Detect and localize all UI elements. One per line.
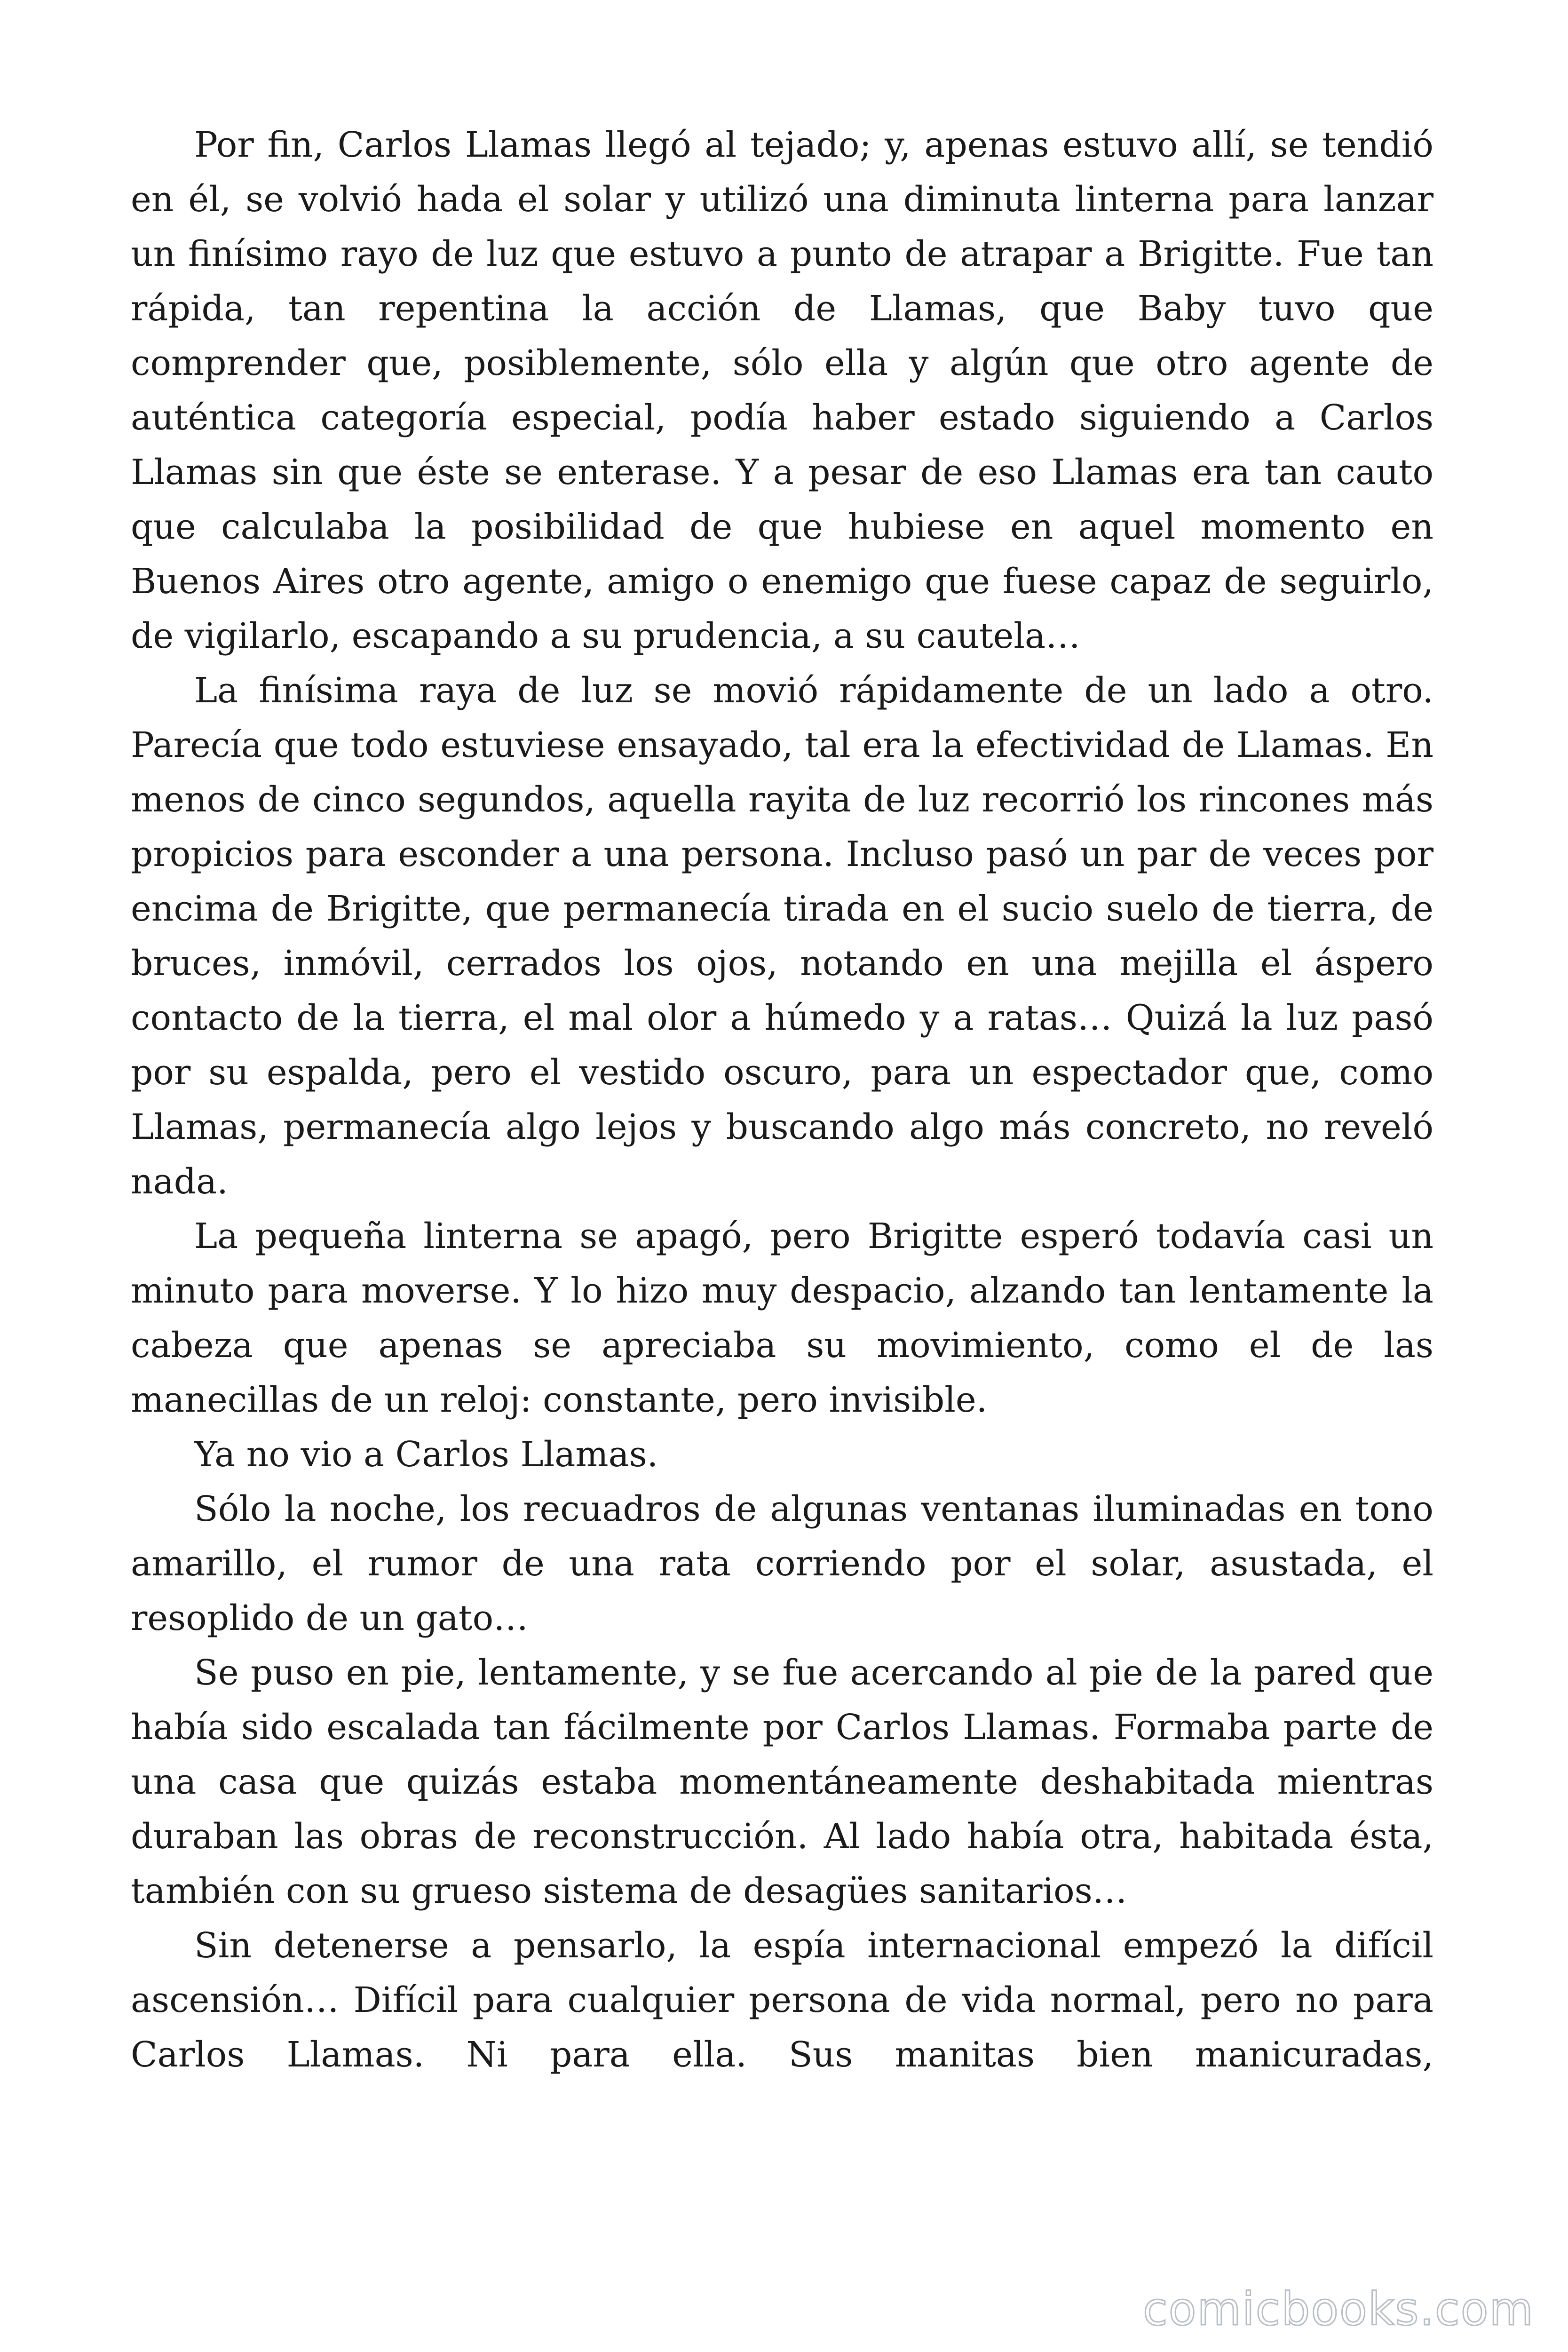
paragraph-7: Sin detenerse a pensarlo, la espía internacional empezó la difícil ascensión… Difícil para cualquier persona de vida normal, pero no para Carlos Llamas. Ni para ella. Sus manitas bien manicuradas, <box>131 1925 1433 2075</box>
paragraph-5: Sólo la noche, los recuadros de algunas ventanas iluminadas en tono amarillo, el rumor de una rata corriendo por el solar, asustada, el resoplido de un gato… <box>131 1489 1433 1638</box>
paragraph-2: La finísima raya de luz se movió rápidamente de un lado a otro. Parecía que todo estuviese ensayado, tal era la efectividad de Llamas. En menos de cinco segundos, aquella rayita de luz recorrió los rincones más propicios para esconder a una persona. Incluso pasó un par de veces por encima de Brigitte, que permanecía tirada en el sucio suelo de tierra, de bruces, inmóvil, cerrados los ojos, notando en una mejilla el áspero contacto de la tierra, el mal olor a húmedo y a ratas… Quizá la luz pasó por su espalda, pero el vestido oscuro, para un espectador que, como Llamas, permanecía algo lejos y buscando algo más concreto, no reveló nada. <box>131 670 1433 1202</box>
body-text <box>131 118 1433 2082</box>
paragraph-1: Por fin, Carlos Llamas llegó al tejado; y, apenas estuvo allí, se tendió en él, se volvió hada el solar y utilizó una diminuta linterna para lanzar un finísimo rayo de luz que estuvo a punto de atrapar a Brigitte. Fue tan rápida, tan repentina la acción de Llamas, que Baby tuvo que comprender que, posiblemente, sólo ella y algún que otro agente de auténtica categoría especial, podía haber estado siguiendo a Carlos Llamas sin que éste se enterase. Y a pesar de eso Llamas era tan cauto que calculaba la posibilidad de que hubiese en aquel momento en Buenos Aires otro agente, amigo o enemigo que fuese capaz de seguirlo, de vigilarlo, escapando a su prudencia, a su cautela… <box>131 125 1433 656</box>
paragraph-3: La pequeña linterna se apagó, pero Brigitte esperó todavía casi un minuto para moverse. Y lo hizo muy despacio, alzando tan lentamente la cabeza que apenas se apreciaba su movimiento, como el de las manecillas de un reloj: constante, pero invisible. <box>131 1216 1433 1420</box>
paragraph-4: Ya no vio a Carlos Llamas. <box>194 1434 658 1475</box>
watermark: comicbooks.com <box>1142 2283 1534 2336</box>
paragraph-6: Se puso en pie, lentamente, y se fue acercando al pie de la pared que había sido escalada tan fácilmente por Carlos Llamas. Formaba parte de una casa que quizás estaba momentáneamente deshabitada mientras duraban las obras de reconstrucción. Al lado había otra, habitada ésta, también con su grueso sistema de desagües sanitarios… <box>131 1653 1433 1911</box>
